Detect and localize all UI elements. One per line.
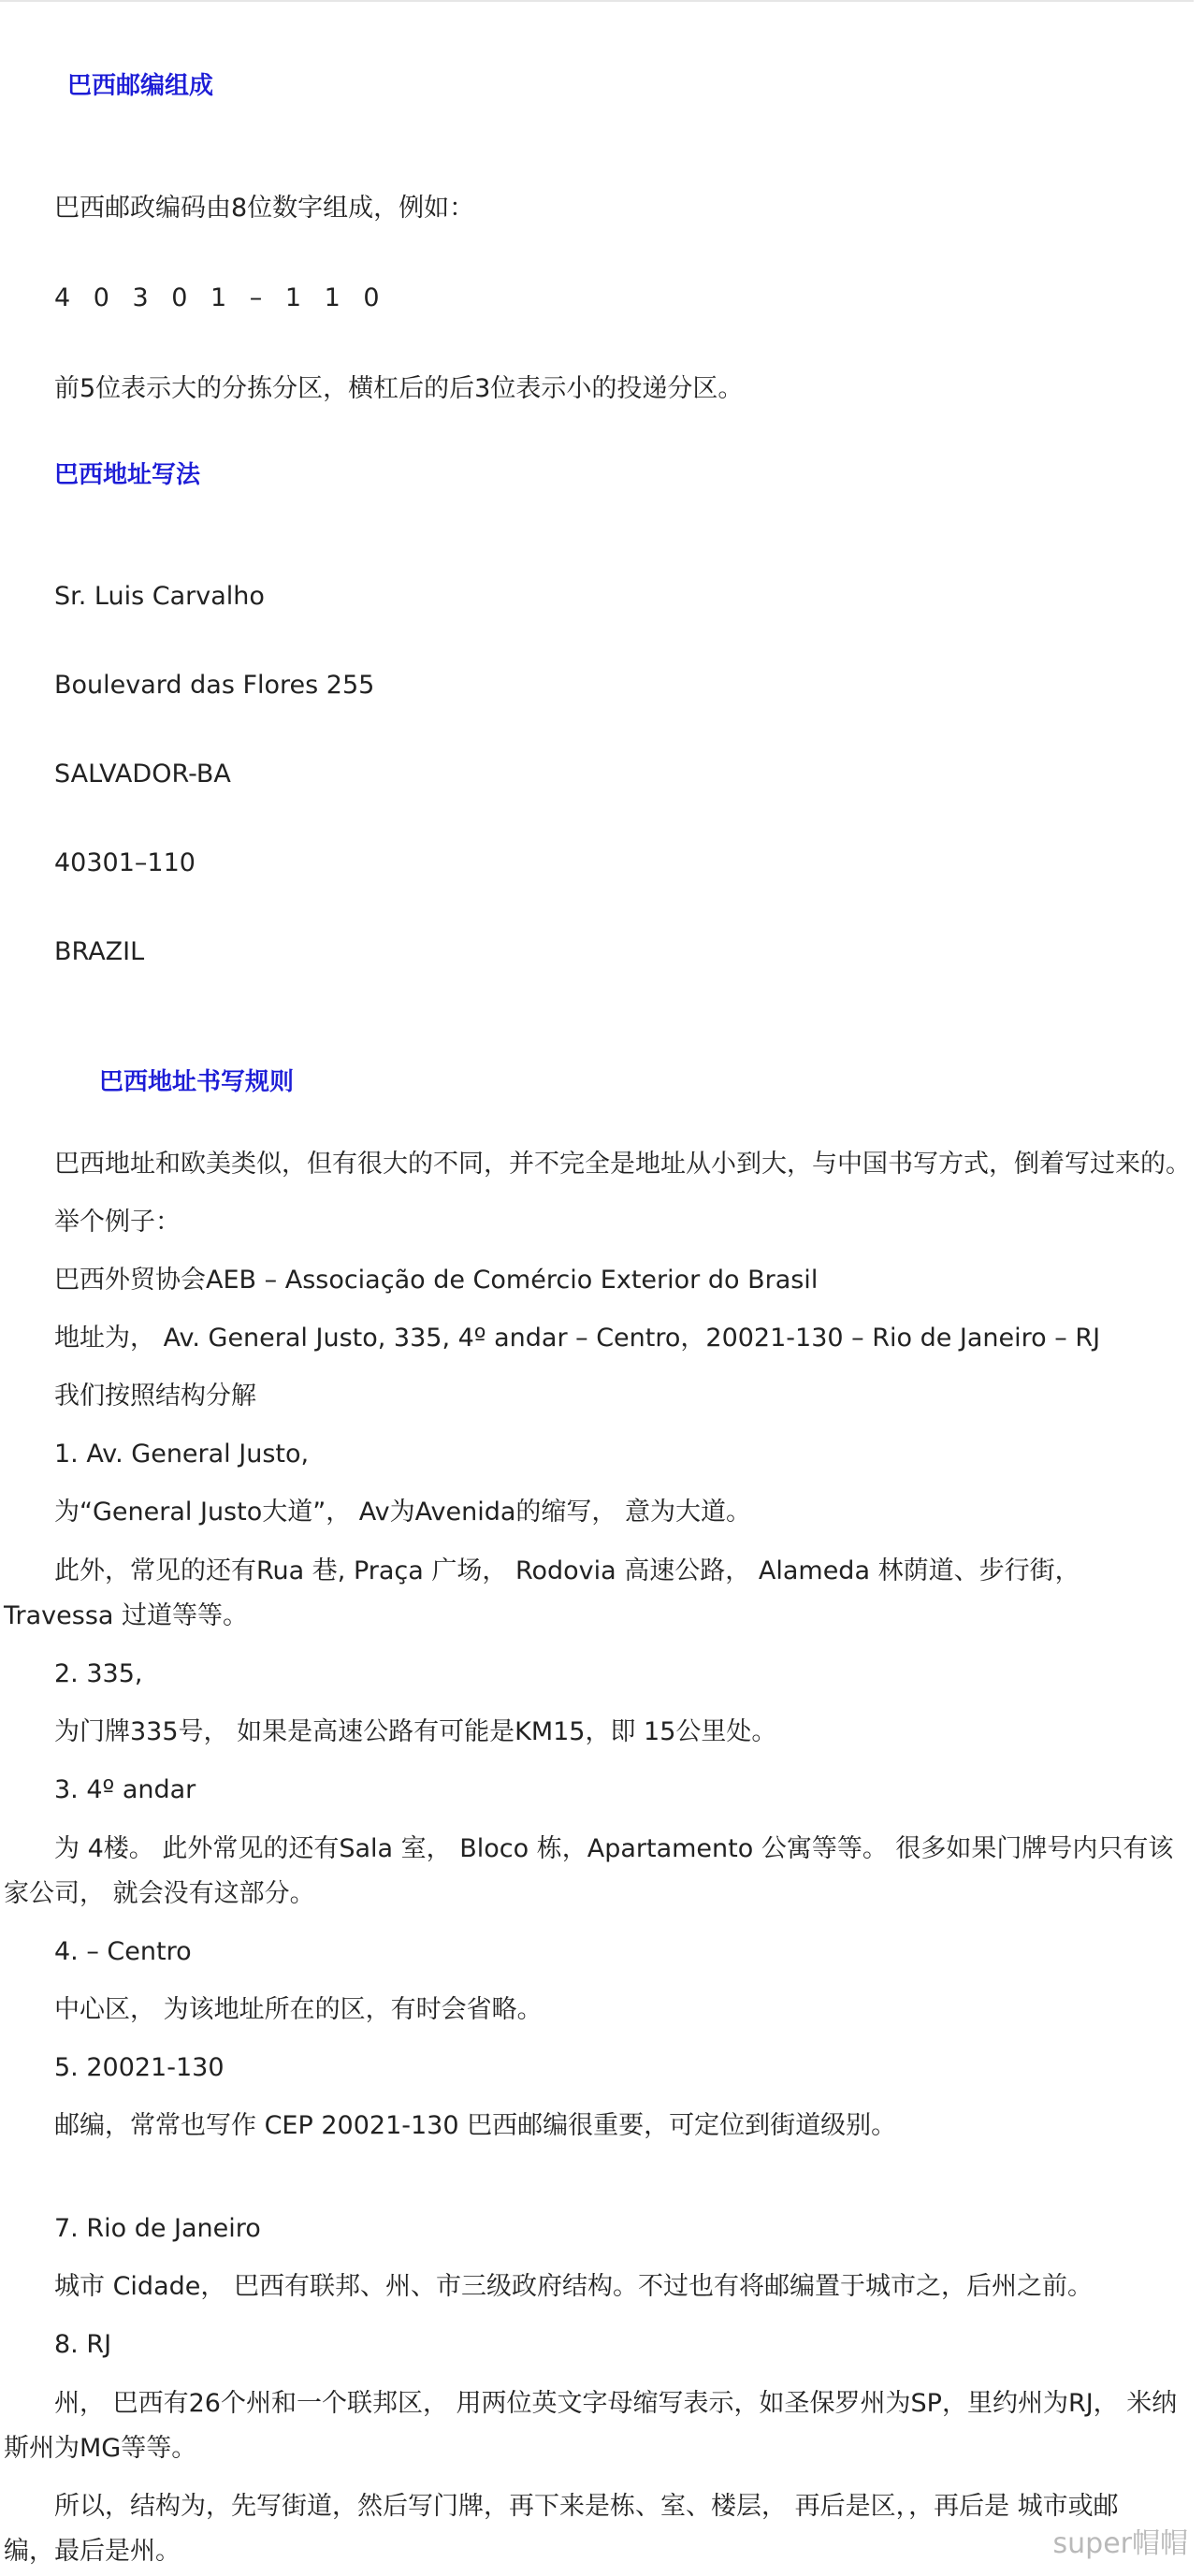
item3-desc: 为 4楼。 此外常见的还有Sala 室， Bloco 栋，Apartamento 公寓等等。 很多如果门牌号内只有该家公司， 就会没有这部分。	[4, 1834, 1174, 1908]
item7-desc: 城市 Cidade， 巴西有联邦、州、市三级政府结构。不过也有将邮编置于城市之，后州之前。	[54, 2272, 1093, 2301]
item8-title: 8. RJ	[54, 2330, 112, 2359]
example-address: 地址为， Av. General Justo, 335, 4º andar – Centro，20021-130 – Rio de Janeiro – RJ	[54, 1324, 1101, 1353]
item5-desc: 邮编，常常也写作 CEP 20021-130 巴西邮编很重要，可定位到街道级别。	[54, 2111, 897, 2140]
item1-more: 此外，常见的还有Rua 巷, Praça 广场， Rodovia 高速公路， Alameda 林荫道、步行街， Travessa 过道等等。	[4, 1556, 1080, 1630]
watermark: super帽帽	[1052, 2527, 1188, 2560]
postcode-explain: 前5位表示大的分拣分区，横杠后的后3位表示小的投递分区。	[54, 374, 744, 403]
example-org: 巴西外贸协会AEB – Associação de Comércio Exterior do Brasil	[54, 1266, 819, 1295]
item4-desc: 中心区， 为该地址所在的区，有时会省略。	[54, 1995, 543, 2024]
breakdown-label: 我们按照结构分解	[54, 1382, 256, 1411]
postcode-heading: 巴西邮编组成	[67, 72, 214, 100]
address-line-name: Sr. Luis Carvalho	[54, 582, 265, 611]
rules-heading: 巴西地址书写规则	[99, 1068, 295, 1096]
address-heading: 巴西地址写法	[54, 461, 201, 489]
item4-title: 4. – Centro	[54, 1937, 192, 1966]
item1-desc: 为“General Justo大道”， Av为Avenida的缩写， 意为大道。	[54, 1498, 752, 1527]
item8-desc: 州， 巴西有26个州和一个联邦区， 用两位英文字母缩写表示，如圣保罗州为SP，里约州为RJ， 米纳斯州为MG等等。	[4, 2389, 1178, 2463]
address-line-country: BRAZIL	[54, 937, 145, 966]
item1-title: 1. Av. General Justo,	[54, 1440, 310, 1469]
postcode-intro: 巴西邮政编码由8位数字组成，例如：	[54, 194, 475, 223]
address-line-street: Boulevard das Flores 255	[54, 671, 375, 700]
item5-title: 5. 20021-130	[54, 2053, 225, 2082]
address-line-postcode: 40301–110	[54, 848, 196, 877]
address-line-city: SALVADOR-BA	[54, 760, 231, 789]
postcode-example: 4 0 3 0 1 – 1 1 0	[54, 283, 387, 312]
item2-desc: 为门牌335号， 如果是高速公路有可能是KM15，即 15公里处。	[54, 1717, 777, 1746]
item2-title: 2. 335,	[54, 1659, 143, 1688]
summary: 所以，结构为，先写街道，然后写门牌，再下来是栋、室、楼层， 再后是区，，再后是 城市或邮编，最后是州。	[4, 2492, 1119, 2566]
top-divider	[0, 0, 1194, 2]
item3-title: 3. 4º andar	[54, 1775, 196, 1804]
rules-intro: 巴西地址和欧美类似，但有很大的不同，并不完全是地址从小到大，与中国书写方式，倒着写过来的。	[54, 1150, 1191, 1179]
example-label: 举个例子：	[54, 1208, 181, 1237]
item7-title: 7. Rio de Janeiro	[54, 2214, 261, 2243]
